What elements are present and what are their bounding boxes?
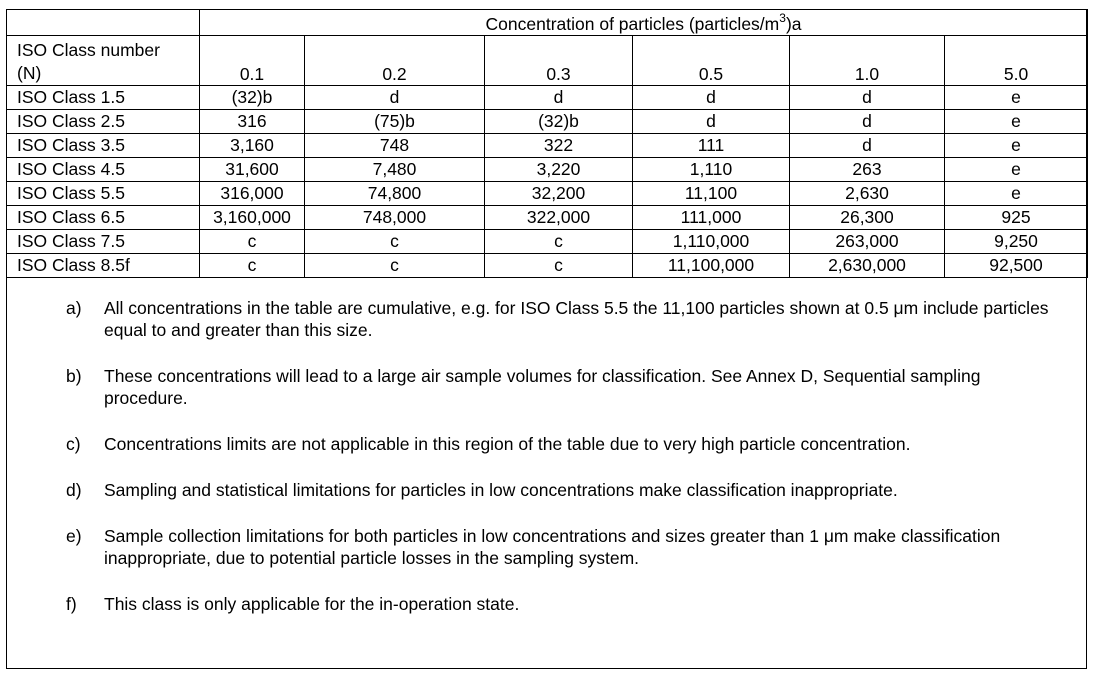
- table-cell: d: [633, 110, 790, 134]
- table-cell: e: [945, 110, 1088, 134]
- footnote: [66, 433, 1056, 455]
- column-header: 0.1: [200, 36, 305, 86]
- row-label: ISO Class 8.5f: [7, 254, 200, 278]
- table-cell: 26,300: [790, 206, 945, 230]
- table-cell: 111,000: [633, 206, 790, 230]
- table-cell: 316: [200, 110, 305, 134]
- table-cell: c: [200, 230, 305, 254]
- footnote-label: b): [66, 366, 82, 386]
- table-cell: 3,160,000: [200, 206, 305, 230]
- table-cell: 748,000: [305, 206, 485, 230]
- table-cell: 1,110,000: [633, 230, 790, 254]
- row-label: ISO Class 5.5: [7, 182, 200, 206]
- table-cell: 7,480: [305, 158, 485, 182]
- footnote-text: Sample collection limitations for both particles in low concentrations and sizes greater than 1 μm make classification inappropriate, due to potential particle losses in the sampling system.: [104, 526, 1001, 568]
- iso-classification-table: [6, 9, 1088, 278]
- table-cell: (75)b: [305, 110, 485, 134]
- table-cell: c: [485, 230, 633, 254]
- table-cell: e: [945, 86, 1088, 110]
- table-cell: e: [945, 182, 1088, 206]
- title-superscript: 3: [779, 11, 786, 25]
- row-label: ISO Class 7.5: [7, 230, 200, 254]
- footnote: [66, 525, 1056, 569]
- table-row: [7, 182, 1088, 206]
- table-cell: 263: [790, 158, 945, 182]
- footnote-label: a): [66, 298, 82, 318]
- table-cell: e: [945, 134, 1088, 158]
- table-cell: 925: [945, 206, 1088, 230]
- table-cell: d: [790, 86, 945, 110]
- table-cell: 316,000: [200, 182, 305, 206]
- footnote-text: These concentrations will lead to a large air sample volumes for classification. See Annex D, Sequential sampling procedure.: [104, 366, 981, 408]
- table-cell: c: [200, 254, 305, 278]
- title-suffix: )a: [785, 14, 802, 34]
- footnote: [66, 365, 1056, 409]
- table-cell: 322: [485, 134, 633, 158]
- footnote: [66, 593, 1056, 615]
- table-title: [200, 10, 1088, 36]
- table-cell: 2,630,000: [790, 254, 945, 278]
- row-header-label: [7, 36, 200, 86]
- column-header: 1.0: [790, 36, 945, 86]
- table-cell: 3,220: [485, 158, 633, 182]
- table-cell: 2,630: [790, 182, 945, 206]
- table-row: [7, 254, 1088, 278]
- table-cell: d: [485, 86, 633, 110]
- table-cell: 3,160: [200, 134, 305, 158]
- table-cell: 11,100: [633, 182, 790, 206]
- row-label: ISO Class 2.5: [7, 110, 200, 134]
- table-row: [7, 86, 1088, 110]
- column-header: 0.2: [305, 36, 485, 86]
- table-cell: d: [790, 110, 945, 134]
- footnote-label: c): [66, 434, 81, 454]
- table-cell: d: [790, 134, 945, 158]
- footnote-text: Sampling and statistical limitations for particles in low concentrations make classification inappropriate.: [104, 480, 898, 500]
- table-row: [7, 134, 1088, 158]
- table-cell: e: [945, 158, 1088, 182]
- table-row: [7, 230, 1088, 254]
- column-header: 5.0: [945, 36, 1088, 86]
- column-header: 0.5: [633, 36, 790, 86]
- table-row: [7, 110, 1088, 134]
- table-row: [7, 206, 1088, 230]
- table-cell: c: [485, 254, 633, 278]
- table-cell: (32)b: [485, 110, 633, 134]
- table-cell: 92,500: [945, 254, 1088, 278]
- table-cell: (32)b: [200, 86, 305, 110]
- footnote: [66, 479, 1056, 501]
- table-cell: c: [305, 254, 485, 278]
- footnote-label: f): [66, 594, 77, 614]
- table-cell: 748: [305, 134, 485, 158]
- table-row: [7, 158, 1088, 182]
- footnotes: [66, 297, 1056, 639]
- row-label: ISO Class 4.5: [7, 158, 200, 182]
- footnote-text: All concentrations in the table are cumulative, e.g. for ISO Class 5.5 the 11,100 particles shown at 0.5 μm include particles equal to and greater than this size.: [104, 298, 1049, 340]
- table-cell: 263,000: [790, 230, 945, 254]
- corner-cell: [7, 10, 200, 36]
- table-cell: 1,110: [633, 158, 790, 182]
- table-cell: d: [633, 86, 790, 110]
- table-cell: 9,250: [945, 230, 1088, 254]
- footnote-label: d): [66, 480, 82, 500]
- row-header-line1: ISO Class number: [17, 40, 160, 60]
- table-cell: 322,000: [485, 206, 633, 230]
- row-label: ISO Class 1.5: [7, 86, 200, 110]
- table-cell: 74,800: [305, 182, 485, 206]
- column-header: 0.3: [485, 36, 633, 86]
- row-label: ISO Class 3.5: [7, 134, 200, 158]
- footnote-text: This class is only applicable for the in-operation state.: [104, 594, 520, 614]
- table-cell: 11,100,000: [633, 254, 790, 278]
- table-cell: 31,600: [200, 158, 305, 182]
- title-text: Concentration of particles (particles/m: [485, 14, 780, 34]
- footnote-label: e): [66, 526, 82, 546]
- table-cell: d: [305, 86, 485, 110]
- table-cell: 32,200: [485, 182, 633, 206]
- table-cell: c: [305, 230, 485, 254]
- table-cell: 111: [633, 134, 790, 158]
- row-header-line2: (N): [17, 63, 42, 83]
- footnote-text: Concentrations limits are not applicable in this region of the table due to very high particle concentration.: [104, 434, 911, 454]
- row-label: ISO Class 6.5: [7, 206, 200, 230]
- footnote: [66, 297, 1056, 341]
